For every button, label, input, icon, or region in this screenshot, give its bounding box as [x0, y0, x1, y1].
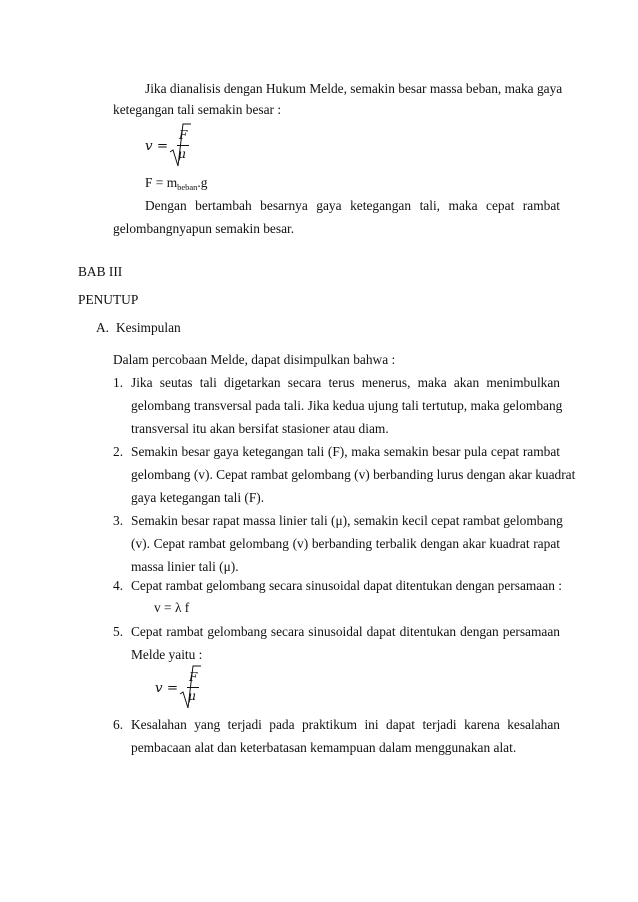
formula-lhs: v = [155, 681, 179, 696]
conclusion-lead: Dalam percobaan Melde, dapat disimpulkan bahwa : [113, 352, 396, 367]
intro-line-3: Dengan bertambah besarnya gaya ketegangan tali, maka cepat rambat [145, 198, 560, 213]
list-item-number: 3. [113, 513, 124, 528]
intro-line-4: gelombangnyapun semakin besar. [113, 221, 295, 236]
list-item-line: Semakin besar rapat massa linier tali (μ), semakin kecil cepat rambat gelombang [131, 513, 563, 528]
intro-line-2: ketegangan tali semakin besar : [113, 102, 282, 117]
list-item-number: 2. [113, 444, 124, 459]
list-item-line: (v). Cepat rambat gelombang (v) berbanding terbalik dengan akar kuadrat rapat [131, 536, 560, 551]
list-item-line: transversal itu akan bersifat stasioner atau diam. [131, 421, 389, 436]
list-item-line: massa linier tali (μ). [131, 559, 239, 574]
list-item-line: Jika seutas tali digetarkan secara terus menerus, maka akan menimbulkan [131, 375, 560, 390]
formula-numerator: F [189, 670, 198, 684]
chapter-title: PENUTUP [78, 292, 139, 307]
formula-wave-speed-2 [155, 664, 215, 712]
list-item-line: pembacaan alat dan keterbatasan kemampuan dalam menggunakan alat. [131, 740, 517, 755]
fraction-bar [177, 145, 189, 146]
formula-lhs: v = [145, 139, 169, 154]
formula-denominator: μ [188, 689, 196, 703]
list-item-line: gelombang (v). Cepat rambat gelombang (v) berbanding lurus dengan akar kuadrat [131, 467, 576, 482]
list-item-line: Kesalahan yang terjadi pada praktikum ini dapat terjadi karena kesalahan [131, 717, 560, 732]
list-item-number: 1. [113, 375, 124, 390]
list-item-line: Melde yaitu : [131, 647, 203, 662]
equation-v-lambda-f: v = λ f [154, 600, 190, 615]
formula-wave-speed-1 [145, 122, 205, 170]
force-equation: $F = m_{beban}.g$ [145, 175, 208, 192]
list-item-line: gaya ketegangan tali (F). [131, 490, 265, 505]
intro-line-1: Jika dianalisis dengan Hukum Melde, semakin besar massa beban, maka gaya [145, 81, 563, 96]
list-item-number: 6. [113, 717, 124, 732]
list-item-line: Cepat rambat gelombang secara sinusoidal dapat ditentukan dengan persamaan : [131, 578, 562, 593]
formula-denominator: μ [178, 147, 186, 161]
list-item-number: 5. [113, 624, 124, 639]
section-letter: A. [96, 320, 110, 335]
section-title: Kesimpulan [116, 320, 181, 335]
fraction-bar [187, 687, 199, 688]
formula-numerator: F [179, 128, 188, 142]
chapter-number: BAB III [78, 264, 123, 279]
list-item-number: 4. [113, 578, 124, 593]
list-item-line: gelombang transversal pada tali. Jika kedua ujung tali tertutup, maka gelombang [131, 398, 563, 413]
list-item-line: Semakin besar gaya ketegangan tali (F), maka semakin besar pula cepat rambat [131, 444, 560, 459]
list-item-line: Cepat rambat gelombang secara sinusoidal dapat ditentukan dengan persamaan [131, 624, 560, 639]
